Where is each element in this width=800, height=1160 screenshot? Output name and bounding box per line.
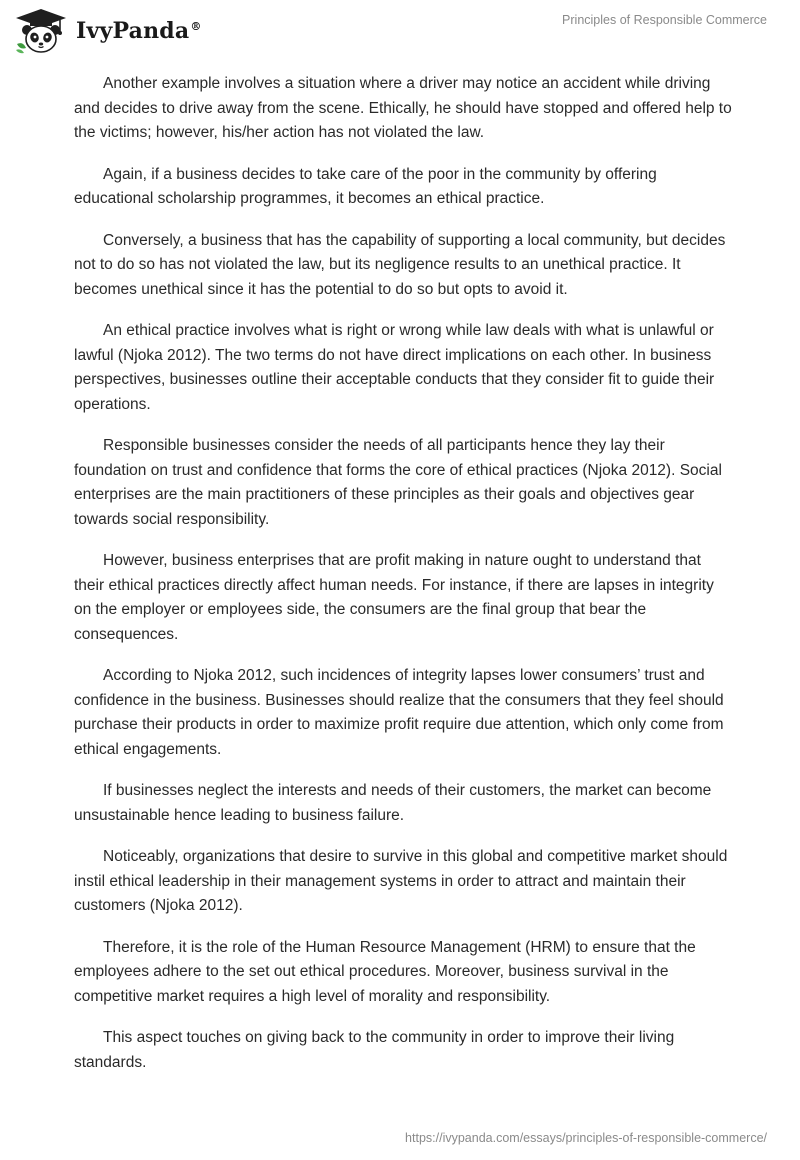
brand-name: IvyPanda® [76, 18, 202, 44]
paragraph: Responsible businesses consider the needs of all participants hence they lay their foundation on trust and confidence that forms the core of ethical practices (Njoka 2012). Social enterprises are the main practitioners of these principles as their goals and objectives gear towards social responsibility. [74, 437, 722, 528]
source-url-link[interactable]: https://ivypanda.com/essays/principles-of-responsible-commerce/ [405, 1131, 767, 1145]
paragraph: Another example involves a situation where a driver may notice an accident while driving and decides to drive away from the scene. Ethically, he should have stopped and offered help to the victims; however, his/her action has not violated the law. [74, 75, 732, 141]
paragraph: If businesses neglect the interests and needs of their customers, the market can become unsustainable hence leading to business failure. [74, 782, 712, 824]
essay-body [74, 72, 734, 1092]
brand-logo[interactable] [14, 8, 202, 54]
panda-graduate-icon [14, 8, 68, 54]
paragraph: However, business enterprises that are profit making in nature ought to understand that their ethical practices directly affect human needs. For instance, if there are lapses in integrity on the employer or employees side, the consumers are the final group that bear the consequences. [74, 552, 714, 643]
paragraph: Conversely, a business that has the capability of supporting a local community, but decides not to do so has not violated the law, but its negligence results to an unethical practice. It becomes unethical since it has the potential to do so but opts to avoid it. [74, 231, 726, 298]
paragraph: An ethical practice involves what is right or wrong while law deals with what is unlawful or lawful (Njoka 2012). The two terms do not have direct implications on each other. In business perspectives, businesses outline their acceptable conducts that they consider fit to guide their operations. [74, 322, 715, 413]
document-title: Principles of Responsible Commerce [562, 13, 767, 27]
paragraph: Again, if a business decides to take care of the poor in the community by offering educational scholarship programmes, it becomes an ethical practice. [74, 165, 657, 207]
paragraph: Noticeably, organizations that desire to survive in this global and competitive market should instil ethical leadership in their management systems in order to attract and maintain their customers (Njoka 2012). [74, 848, 728, 914]
paragraph: According to Njoka 2012, such incidences of integrity lapses lower consumers’ trust and confidence in the business. Businesses should realize that the consumers that they feel should purchase their products in order to maximize profit require due attention, which only come from ethical engagements. [74, 667, 724, 758]
registered-mark: ® [190, 19, 202, 33]
paragraph: Therefore, it is the role of the Human Resource Management (HRM) to ensure that the employees adhere to the set out ethical procedures. Moreover, business survival in the competitive market requires a high level of morality and responsibility. [74, 938, 696, 1005]
page-header [0, 0, 800, 70]
paragraph: This aspect touches on giving back to the community in order to improve their living standards. [74, 1029, 675, 1071]
